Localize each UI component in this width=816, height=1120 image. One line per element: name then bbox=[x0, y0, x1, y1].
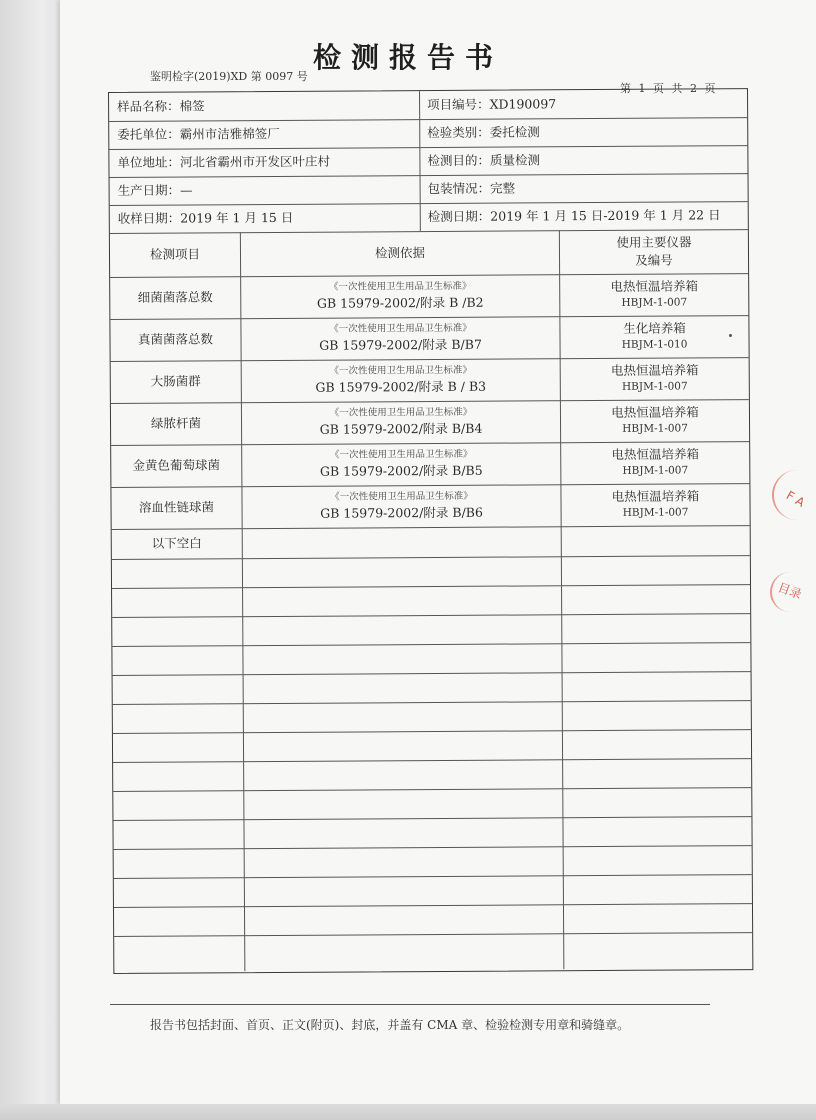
empty-cell bbox=[563, 816, 751, 846]
page-bottom-edge bbox=[0, 1104, 816, 1120]
empty-cell bbox=[114, 935, 245, 972]
instrument-name: 电热恒温培养箱 bbox=[611, 488, 700, 505]
test-item: 溶血性链球菌 bbox=[111, 486, 242, 529]
empty-cell bbox=[245, 875, 564, 906]
empty-row bbox=[114, 932, 752, 972]
empty-cell bbox=[563, 729, 751, 759]
instrument bbox=[561, 357, 749, 400]
test-basis bbox=[242, 484, 561, 528]
empty-cell bbox=[112, 645, 243, 675]
standard-code: GB 15979-2002/附录 B/B4 bbox=[319, 420, 483, 437]
empty-cell bbox=[114, 848, 245, 878]
table-row bbox=[111, 483, 749, 530]
standard-code: GB 15979-2002/附录 B /B2 bbox=[316, 294, 484, 311]
empty-cell bbox=[244, 817, 563, 848]
standard-name: 《一次性使用卫生用品卫生标准》 bbox=[329, 448, 473, 461]
standard-code: GB 15979-2002/附录 B/B5 bbox=[319, 462, 483, 479]
test-basis bbox=[241, 274, 560, 318]
instrument bbox=[560, 315, 748, 358]
test-purpose: 检测目的：质量检测 bbox=[427, 152, 540, 169]
empty-cell bbox=[564, 845, 752, 875]
empty-cell bbox=[243, 526, 562, 558]
sample-name: 样品名称：棉签 bbox=[109, 91, 420, 121]
empty-cell bbox=[114, 877, 245, 907]
seam-stamp bbox=[766, 462, 806, 622]
page-number: 第 1 页 共 2 页 bbox=[620, 82, 718, 95]
binding-shadow bbox=[0, 0, 60, 1120]
instrument-name: 生化培养箱 bbox=[623, 320, 686, 337]
empty-cell bbox=[113, 761, 244, 791]
test-item: 真菌菌落总数 bbox=[110, 318, 241, 361]
instrument-code: HBJM-1-007 bbox=[621, 296, 688, 310]
instrument-name: 电热恒温培养箱 bbox=[610, 362, 699, 379]
instrument bbox=[561, 399, 749, 442]
production-date: 生产日期：— bbox=[110, 175, 421, 205]
report-reference-number: 鉴明检字(2019)XD 第 0097 号 bbox=[150, 70, 308, 83]
table-row bbox=[111, 441, 749, 488]
instrument-code: HBJM-1-007 bbox=[622, 506, 689, 520]
test-item: 大肠菌群 bbox=[111, 360, 242, 403]
header-test-item: 检测项目 bbox=[110, 232, 241, 277]
test-date: 检测日期：2019 年 1 月 15 日-2019 年 1 月 22 日 bbox=[427, 207, 721, 225]
receipt-date: 收样日期：2019 年 1 月 15 日 bbox=[110, 203, 421, 233]
instrument bbox=[560, 273, 748, 316]
empty-cell bbox=[244, 672, 563, 703]
empty-cell bbox=[562, 525, 750, 556]
test-basis bbox=[242, 400, 561, 444]
instrument bbox=[561, 441, 749, 484]
header-instrument-line1: 使用主要仪器 bbox=[616, 234, 692, 250]
instrument bbox=[561, 483, 749, 526]
report-title: 检测报告书 bbox=[312, 41, 503, 74]
speck bbox=[729, 334, 732, 337]
empty-cell bbox=[114, 906, 245, 936]
standard-code: GB 15979-2002/附录 B/B7 bbox=[319, 336, 482, 353]
test-basis bbox=[241, 316, 560, 360]
test-basis bbox=[242, 358, 561, 402]
client-unit: 委托单位：霸州市洁雅棉签厂 bbox=[109, 119, 420, 149]
empty-cell bbox=[243, 556, 562, 587]
standard-code: GB 15979-2002/附录 B / B3 bbox=[315, 378, 487, 395]
empty-cell bbox=[244, 730, 563, 761]
test-item: 细菌菌落总数 bbox=[110, 276, 241, 319]
table-row bbox=[111, 357, 749, 404]
empty-cell bbox=[112, 558, 243, 588]
instrument-name: 电热恒温培养箱 bbox=[611, 404, 699, 421]
header-instrument-line2: 及编号 bbox=[635, 252, 673, 268]
project-number: 项目编号：XD190097 bbox=[427, 96, 557, 113]
empty-cell bbox=[562, 584, 750, 614]
empty-cell bbox=[243, 585, 562, 616]
empty-cell bbox=[564, 874, 752, 904]
instrument-code: HBJM-1-010 bbox=[621, 338, 688, 352]
blank-note: 以下空白 bbox=[112, 528, 243, 559]
empty-cell bbox=[562, 613, 750, 643]
empty-cell bbox=[245, 933, 564, 971]
standard-name: 《一次性使用卫生用品卫生标准》 bbox=[330, 490, 473, 503]
footer-note: 报告书包括封面、首页、正文(附页)、封底，并盖有 CMA 章、检验检测专用章和骑缝章。 bbox=[150, 1018, 630, 1032]
empty-cell bbox=[113, 703, 244, 733]
empty-cell bbox=[563, 671, 751, 701]
empty-cell bbox=[113, 674, 244, 704]
instrument-code: HBJM-1-007 bbox=[622, 422, 688, 436]
table-row bbox=[111, 399, 749, 446]
empty-cell bbox=[564, 932, 752, 969]
footer-divider bbox=[110, 1004, 710, 1005]
inspection-type: 检验类别：委托检测 bbox=[427, 124, 540, 141]
stamp-text: F A bbox=[783, 488, 808, 510]
instrument-name: 电热恒温培养箱 bbox=[611, 446, 700, 463]
empty-cell bbox=[244, 759, 563, 790]
stamp-text: 目录 bbox=[776, 580, 804, 602]
empty-cell bbox=[243, 643, 562, 674]
empty-cell bbox=[245, 904, 564, 935]
table-row bbox=[110, 273, 748, 320]
table-row bbox=[110, 315, 748, 362]
instrument-name: 电热恒温培养箱 bbox=[610, 278, 698, 295]
packaging-condition: 包装情况：完整 bbox=[427, 180, 516, 197]
empty-cell bbox=[243, 614, 562, 645]
standard-name: 《一次性使用卫生用品卫生标准》 bbox=[329, 406, 473, 419]
standard-name: 《一次性使用卫生用品卫生标准》 bbox=[329, 364, 472, 377]
unit-address: 单位地址：河北省霸州市开发区叶庄村 bbox=[109, 147, 420, 177]
empty-cell bbox=[244, 788, 563, 819]
table-header-row bbox=[110, 229, 748, 278]
header-test-basis: 检测依据 bbox=[241, 230, 560, 276]
empty-cell bbox=[563, 787, 751, 817]
instrument-code: HBJM-1-007 bbox=[621, 380, 688, 394]
empty-cell bbox=[113, 732, 244, 762]
standard-name: 《一次性使用卫生用品卫生标准》 bbox=[328, 280, 472, 293]
report-table bbox=[108, 88, 753, 974]
empty-cell bbox=[245, 846, 564, 877]
test-item: 绿脓杆菌 bbox=[111, 402, 242, 445]
test-item: 金黄色葡萄球菌 bbox=[111, 444, 242, 487]
empty-cell bbox=[564, 903, 752, 933]
empty-cell bbox=[563, 758, 751, 788]
empty-cell bbox=[112, 587, 243, 617]
instrument-code: HBJM-1-007 bbox=[622, 464, 689, 478]
empty-cell bbox=[562, 642, 750, 672]
empty-cell bbox=[113, 819, 244, 849]
standard-code: GB 15979-2002/附录 B/B6 bbox=[320, 504, 483, 521]
empty-cell bbox=[563, 700, 751, 730]
standard-name: 《一次性使用卫生用品卫生标准》 bbox=[329, 322, 472, 335]
empty-cell bbox=[112, 616, 243, 646]
test-basis bbox=[242, 442, 561, 486]
empty-cell bbox=[244, 701, 563, 732]
empty-cell bbox=[562, 555, 750, 585]
header-instrument bbox=[560, 229, 748, 274]
empty-cell bbox=[113, 790, 244, 820]
